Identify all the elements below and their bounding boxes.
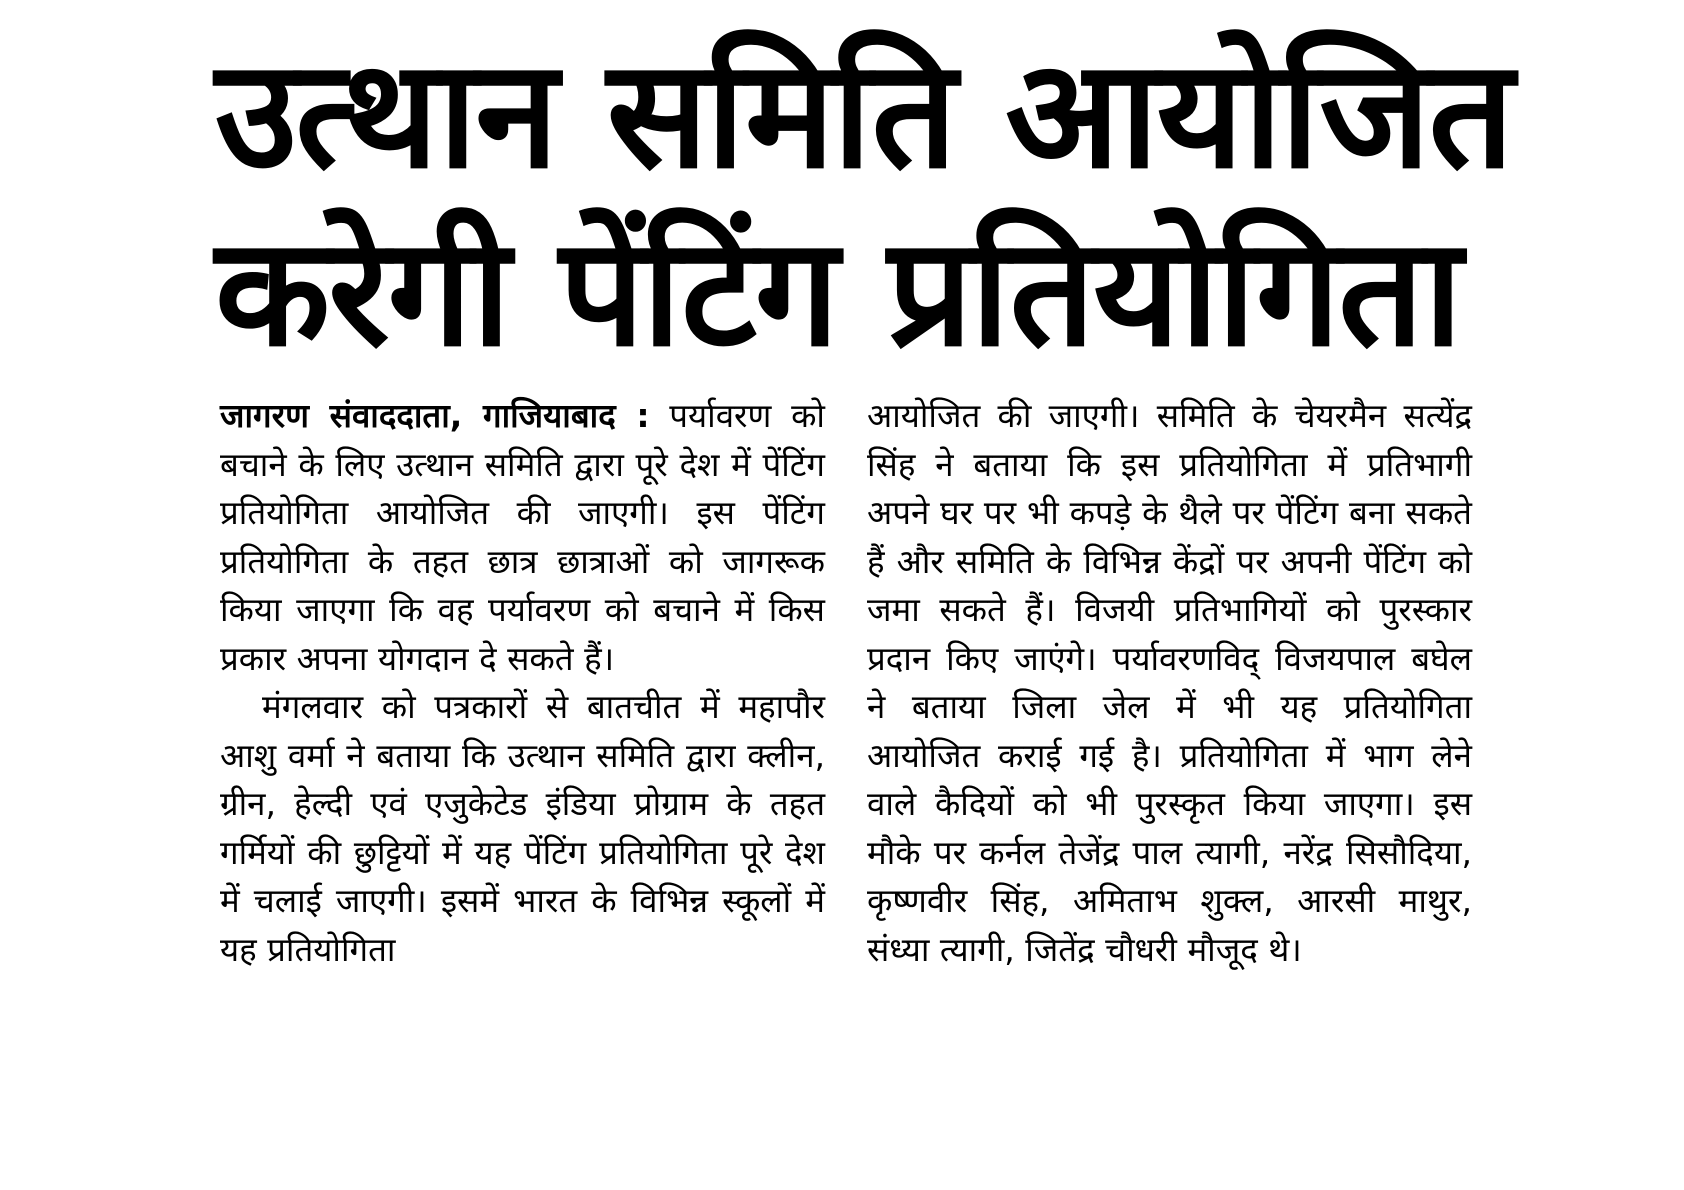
article-paragraph-2: मंगलवार को पत्रकारों से बातचीत में महापौर आशु वर्मा ने बताया कि उत्थान समिति द्वारा क्लीन, ग्रीन, हेल्दी एवं एजुकेटेड इंडिया प्रोग्राम के तहत गर्मियों की छुट्टियों में यह पेंटिंग प्रतियोगिता पूरे देश में चलाई जाएगी। इसमें भारत के विभिन्न स्कूलों में यह प्रतियोगिता <box>220 687 825 969</box>
article-column-left <box>220 392 825 974</box>
article-column-right <box>867 392 1472 974</box>
headline-line-1: उत्थान समिति आयोजित <box>215 28 1513 202</box>
article-paragraph-1 <box>220 392 825 683</box>
dateline: जागरण संवाददाता, गाजियाबाद : <box>220 396 650 435</box>
article-paragraph-2-continued: आयोजित की जाएगी। समिति के चेयरमैन सत्येंद्र सिंह ने बताया कि इस प्रतियोगिता में प्रतिभागी अपने घर पर भी कपड़े के थैले पर पेंटिंग बना सकते हैं और समिति के विभिन्न केंद्रों पर अपनी पेंटिंग को जमा सकते हैं। विजयी प्रतिभागियों को पुरस्कार प्रदान किए जाएंगे। पर्यावरणविद् विजयपाल बघेल ने बताया जिला जेल में भी यह प्रतियोगिता आयोजित कराई गई है। प्रतियोगिता में भाग लेने वाले कैदियों को भी पुरस्कृत किया जाएगा। इस मौके पर कर्नल तेजेंद्र पाल त्यागी, नरेंद्र सिसौदिया, कृष्णवीर सिंह, अमिताभ शुक्ल, आरसी माथुर, संध्या त्यागी, जितेंद्र चौधरी मौजूद थे। <box>867 396 1472 969</box>
paragraph-1-text: पर्यावरण को बचाने के लिए उत्थान समिति द्वारा पूरे देश में पेंटिंग प्रतियोगिता आयोजित की जाएगी। इस पेंटिंग प्रतियोगिता के तहत छात्र छात्राओं को जागरूक किया जाएगा कि वह पर्यावरण को बचाने में किस प्रकार अपना योगदान दे सकते हैं। <box>220 396 825 678</box>
headline-line-2: करेगी पेंटिंग प्रतियोगिता <box>215 206 1461 380</box>
